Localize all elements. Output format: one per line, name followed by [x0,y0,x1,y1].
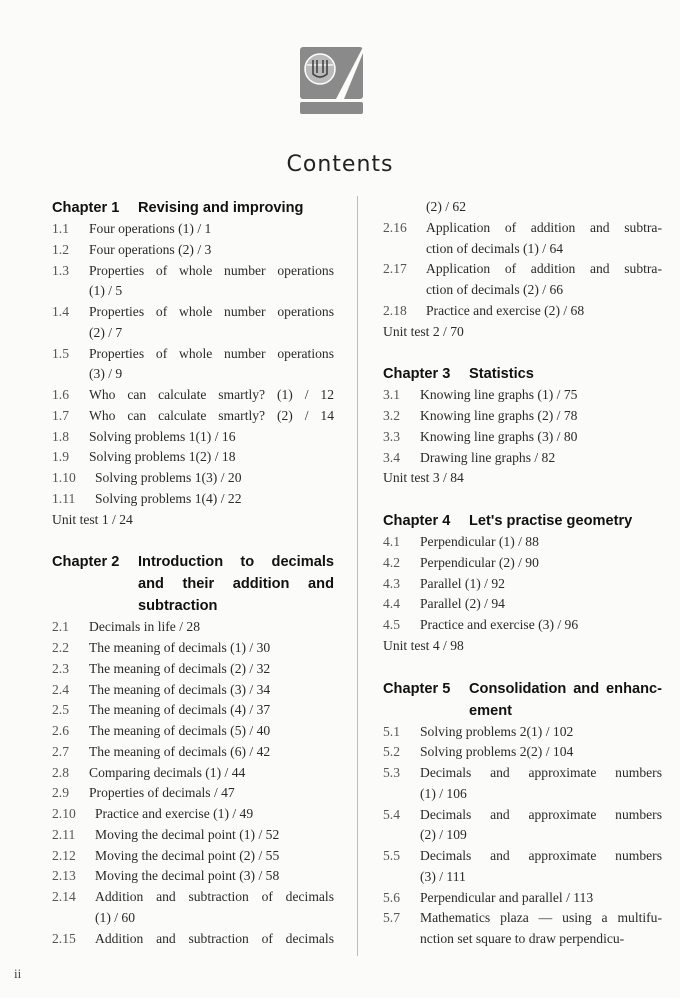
entry-title: Decimals and approximate numbers [420,765,662,780]
entry-number: 2.5 [52,702,69,718]
entry-number: 5.4 [383,806,400,822]
entry-number: 1.1 [52,221,69,236]
chapter-heading: Chapter 1 Revising and improving [52,200,304,216]
toc-entry [52,489,334,510]
entry-number: 4.5 [383,617,400,632]
chapter-heading: Chapter 4 Let's practise geometry [383,513,633,529]
entry-title-continuation: ction of decimals (1) / 64 [426,240,564,256]
toc-entry [383,532,662,553]
toc-entry [52,344,334,386]
entry-title-continuation: (3) / 9 [89,366,123,382]
toc-entry [383,259,662,301]
toc-entry [383,908,662,950]
toc-entry [52,659,334,680]
toc-entry [383,888,662,909]
entry-title-wrap [420,908,662,950]
toc-entry [52,700,334,721]
entry-title: Solving problems 1(2) / 18 [89,449,236,465]
entry-title-wrap [89,302,334,344]
entry-title-wrap [89,240,334,261]
entry-title-continuation: (3) / 111 [420,868,466,884]
entry-number: 1.8 [52,428,69,444]
entry-title-wrap [420,406,662,427]
entry-number: 2.17 [383,261,407,277]
entry-title: Addition and subtraction of decimals [95,930,334,946]
publisher-logo [300,47,363,114]
entry-title-wrap [420,553,662,574]
entry-title: The meaning of decimals (5) / 40 [89,723,271,738]
entry-number: 2.1 [52,619,69,635]
entry-number: 1.6 [52,387,69,402]
entry-title: The meaning of decimals (4) / 37 [89,702,271,718]
entry-number: 5.5 [383,848,400,863]
entry-title-wrap [89,700,334,721]
toc-entry [52,617,334,638]
entry-title: Solving problems 1(1) / 16 [89,428,236,444]
entry-title-wrap [426,259,662,301]
entry-title: Practice and exercise (2) / 68 [426,302,585,318]
entry-title-wrap [89,783,334,804]
contents-right-column [383,197,662,950]
entry-title-wrap [420,594,662,615]
entry-title: Four operations (1) / 1 [89,221,212,236]
entry-number: 2.3 [52,660,69,676]
toc-entry [383,427,662,448]
entry-number: 4.2 [383,554,400,570]
page-title: Contents [286,152,394,177]
toc-entry [383,615,662,636]
entry-title: Application of addition and subtra- [426,261,662,277]
unit-test-entry: Unit test 4 / 98 [383,637,464,653]
entry-number: 2.14 [52,889,76,904]
toc-entry [52,447,334,468]
entry-number: 1.7 [52,407,69,423]
toc-entry [52,929,334,950]
entry-number: 5.7 [383,910,400,926]
entry-title-wrap [420,448,662,469]
entry-title-wrap [420,615,662,636]
entry-title-wrap [89,617,334,638]
entry-title: Solving problems 2(2) / 104 [420,744,574,760]
toc-entry [52,846,334,867]
chapter-heading: Chapter 2 Introduction to decimals and their addition and subtraction [52,554,334,615]
entry-title: Perpendicular (1) / 88 [420,534,539,549]
entry-title-wrap [95,489,334,510]
toc-entry [52,406,334,427]
toc-entry [383,448,662,469]
entry-number: 1.4 [52,304,69,319]
unit-test-entry: Unit test 1 / 24 [52,511,133,527]
entry-title: Addition and subtraction of decimals [95,889,334,904]
toc-entry [52,742,334,763]
toc-entry [52,825,334,846]
entry-title: Knowing line graphs (3) / 80 [420,428,578,444]
entry-title-wrap [95,468,334,489]
toc-entry [383,385,662,406]
entry-title-wrap [420,805,662,847]
entry-title-continuation: nction set square to draw perpendicu- [420,931,625,946]
entry-number: 2.15 [52,930,76,946]
entry-title-wrap [89,638,334,659]
toc-entry [383,742,662,763]
entry-title-wrap [89,721,334,742]
entry-title-continuation: (1) / 5 [89,283,123,299]
entry-number: 5.1 [383,723,400,739]
entry-number: 2.13 [52,868,76,884]
entry-title: Decimals in life / 28 [89,619,200,635]
entry-title-continuation: (2) / 109 [420,827,467,843]
entry-number: 3.2 [383,408,400,423]
toc-entry [52,804,334,825]
toc-entry [383,574,662,595]
toc-entry [383,301,662,322]
entry-title-wrap [420,722,662,743]
entry-title-wrap [420,385,662,406]
entry-title: The meaning of decimals (6) / 42 [89,743,271,759]
column-divider [357,196,358,956]
entry-title-wrap [89,680,334,701]
entry-title-wrap [420,427,662,448]
entry-number: 1.9 [52,449,69,465]
entry-title: Properties of whole number operations [89,262,334,278]
entry-number: 2.18 [383,302,407,318]
entry-number: 5.6 [383,889,400,905]
entry-title-wrap [95,887,334,929]
entry-title-wrap [420,888,662,909]
entry-title: Practice and exercise (1) / 49 [95,806,254,821]
toc-entry [52,721,334,742]
toc-entry [52,468,334,489]
chapter-heading: Chapter 5 Consolidation and enhanc-ement [383,680,662,719]
toc-entry [383,218,662,260]
entry-number: 4.3 [383,575,400,591]
entry-number: 1.3 [52,262,69,278]
toc-entry [52,638,334,659]
entry-number: 1.10 [52,470,76,485]
entry-title-wrap [420,574,662,595]
entry-title: Solving problems 1(3) / 20 [95,470,242,485]
entry-number: 2.6 [52,723,69,738]
entry-title: Four operations (2) / 3 [89,241,212,257]
toc-entry [52,866,334,887]
entry-title: Application of addition and subtra- [426,219,662,235]
entry-title: Solving problems 2(1) / 102 [420,723,574,739]
entry-title-wrap [420,846,662,888]
entry-title: Knowing line graphs (2) / 78 [420,408,578,423]
entry-title: Drawing line graphs / 82 [420,449,556,465]
entry-number: 2.4 [52,681,69,697]
entry-number: 2.9 [52,785,69,801]
entry-number: 2.11 [52,826,76,842]
entry-number: 3.4 [383,449,400,465]
toc-entry [383,846,662,888]
toc-entry [52,783,334,804]
entry-title-continuation: (1) / 106 [420,785,467,801]
entry-number: 2.10 [52,806,76,821]
entry-title: Decimals and approximate numbers [420,806,662,822]
entry-title-wrap [89,406,334,427]
toc-entry [383,763,662,805]
entry-number: 4.4 [383,596,400,612]
entry-title: Solving problems 1(4) / 22 [95,490,242,506]
entry-title: Moving the decimal point (1) / 52 [95,826,280,842]
entry-number: 4.1 [383,534,400,549]
entry-number: 1.11 [52,490,76,506]
toc-entry [52,302,334,344]
entry-title: Decimals and approximate numbers [420,848,662,863]
entry-number: 2.7 [52,743,69,759]
entry-title: Who can calculate smartly? (2) / 14 [89,407,334,423]
entry-title-wrap [89,219,334,240]
entry-title: Perpendicular and parallel / 113 [420,889,594,905]
entry-title: Properties of whole number operations [89,345,334,361]
entry-title-wrap [89,261,334,303]
toc-entry-continuation: (2) / 62 [426,199,467,214]
entry-title: Parallel (1) / 92 [420,575,505,591]
entry-title-wrap [89,344,334,386]
entry-title-wrap [89,447,334,468]
entry-number: 2.16 [383,219,407,235]
entry-title-wrap [95,929,334,950]
entry-title-wrap [95,846,334,867]
entry-number: 1.5 [52,345,69,361]
toc-entry [52,887,334,929]
entry-number: 5.3 [383,765,400,780]
entry-title: The meaning of decimals (3) / 34 [89,681,271,697]
entry-title-wrap [426,301,662,322]
toc-entry [52,763,334,784]
entry-title-wrap [420,742,662,763]
entry-title: Who can calculate smartly? (1) / 12 [89,387,334,402]
entry-title: Moving the decimal point (3) / 58 [95,868,280,884]
toc-entry [383,594,662,615]
entry-number: 3.1 [383,387,400,403]
entry-title-wrap [420,532,662,553]
entry-title-wrap [89,385,334,406]
toc-entry [383,553,662,574]
toc-entry [383,406,662,427]
entry-title-continuation: ction of decimals (2) / 66 [426,282,564,297]
entry-number: 2.12 [52,847,76,863]
entry-title-continuation: (2) / 7 [89,324,123,340]
entry-title-wrap [89,427,334,448]
toc-entry [52,219,334,240]
unit-test-entry: Unit test 2 / 70 [383,323,464,339]
unit-test-entry: Unit test 3 / 84 [383,470,464,486]
entry-title: Comparing decimals (1) / 44 [89,764,246,780]
entry-title: The meaning of decimals (2) / 32 [89,660,271,676]
toc-entry [52,240,334,261]
entry-title-wrap [95,825,334,846]
entry-title-continuation: (1) / 60 [95,909,136,925]
entry-title: Properties of decimals / 47 [89,785,235,801]
entry-number: 2.2 [52,640,69,655]
entry-number: 2.8 [52,764,69,780]
entry-title: Properties of whole number operations [89,304,334,319]
toc-entry [52,427,334,448]
page-number: ii [14,966,22,981]
entry-title-wrap [89,763,334,784]
toc-entry [383,805,662,847]
entry-number: 1.2 [52,241,69,257]
entry-title-wrap [426,218,662,260]
chapter-heading: Chapter 3 Statistics [383,366,534,383]
entry-title: The meaning of decimals (1) / 30 [89,640,271,655]
entry-title: Moving the decimal point (2) / 55 [95,847,280,863]
toc-entry [52,385,334,406]
entry-title: Perpendicular (2) / 90 [420,554,539,570]
entry-title: Mathematics plaza — using a multifu- [420,910,662,926]
entry-title-wrap [95,866,334,887]
entry-number: 3.3 [383,428,400,444]
entry-title: Practice and exercise (3) / 96 [420,617,579,632]
entry-title-wrap [89,659,334,680]
toc-entry [383,722,662,743]
entry-title-wrap [420,763,662,805]
entry-title-wrap [95,804,334,825]
entry-title-wrap [89,742,334,763]
contents-left-column [52,197,334,949]
entry-number: 5.2 [383,744,400,760]
entry-title: Knowing line graphs (1) / 75 [420,387,578,403]
entry-title: Parallel (2) / 94 [420,596,505,612]
toc-entry [52,261,334,303]
toc-entry [52,680,334,701]
